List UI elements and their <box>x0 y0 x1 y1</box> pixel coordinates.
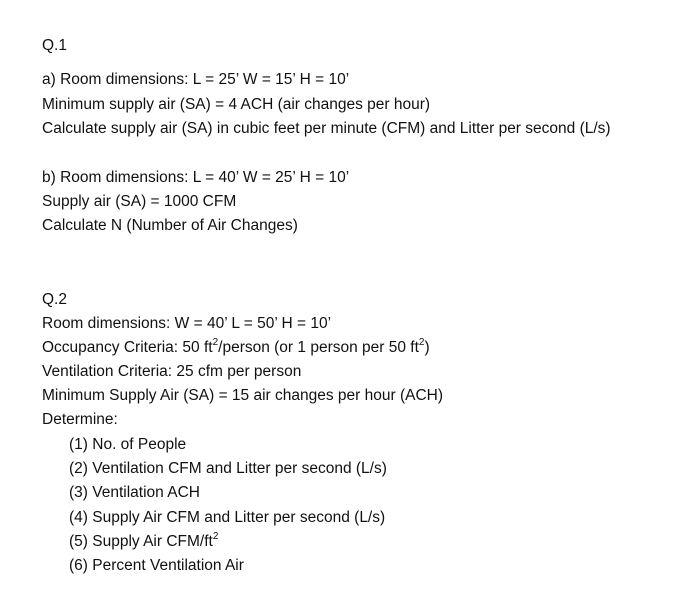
q1-heading: Q.1 <box>42 37 67 54</box>
q2-item-2: (2) Ventilation CFM and Litter per second (L/s) <box>69 460 387 477</box>
q2-item-5 <box>69 532 218 552</box>
q2-occupancy <box>42 338 430 358</box>
q2-ventilation: Ventilation Criteria: 25 cfm per person <box>42 363 302 380</box>
q2-determine: Determine: <box>42 411 118 428</box>
q2-item-4: (4) Supply Air CFM and Litter per second (L/s) <box>69 509 386 526</box>
q2-room-dimensions: Room dimensions: W = 40’ L = 50’ H = 10’ <box>42 315 332 332</box>
q2-item-6: (6) Percent Ventilation Air <box>69 557 244 574</box>
q2-item-5-text: (5) Supply Air CFM/ft <box>69 533 213 550</box>
q2-item-1: (1) No. of People <box>69 436 187 453</box>
q1-b-supply: Supply air (SA) = 1000 CFM <box>42 193 237 210</box>
q2-occupancy-text-a: Occupancy Criteria: 50 ft <box>42 339 213 356</box>
q2-occupancy-text-b: /person (or 1 person per 50 ft <box>218 339 419 356</box>
q2-occupancy-sup2: 2 <box>418 336 425 348</box>
q2-min-supply: Minimum Supply Air (SA) = 15 air changes per hour (ACH) <box>42 387 444 404</box>
q1-b-calculate: Calculate N (Number of Air Changes) <box>42 217 298 234</box>
q1-a-calculate: Calculate supply air (SA) in cubic feet per minute (CFM) and Litter per second (L/s) <box>42 120 611 137</box>
q2-occupancy-sup1: 2 <box>212 336 219 348</box>
q1-b-dimensions: b) Room dimensions: L = 40’ W = 25’ H = 10’ <box>42 169 350 186</box>
q2-occupancy-text-c: ) <box>424 339 430 356</box>
q2-item-5-sup: 2 <box>212 530 219 542</box>
q2-heading: Q.2 <box>42 291 67 308</box>
q2-item-3: (3) Ventilation ACH <box>69 484 200 501</box>
q1-a-min-supply: Minimum supply air (SA) = 4 ACH (air changes per hour) <box>42 96 431 113</box>
q1-a-dimensions: a) Room dimensions: L = 25’ W = 15’ H = 10’ <box>42 71 350 88</box>
